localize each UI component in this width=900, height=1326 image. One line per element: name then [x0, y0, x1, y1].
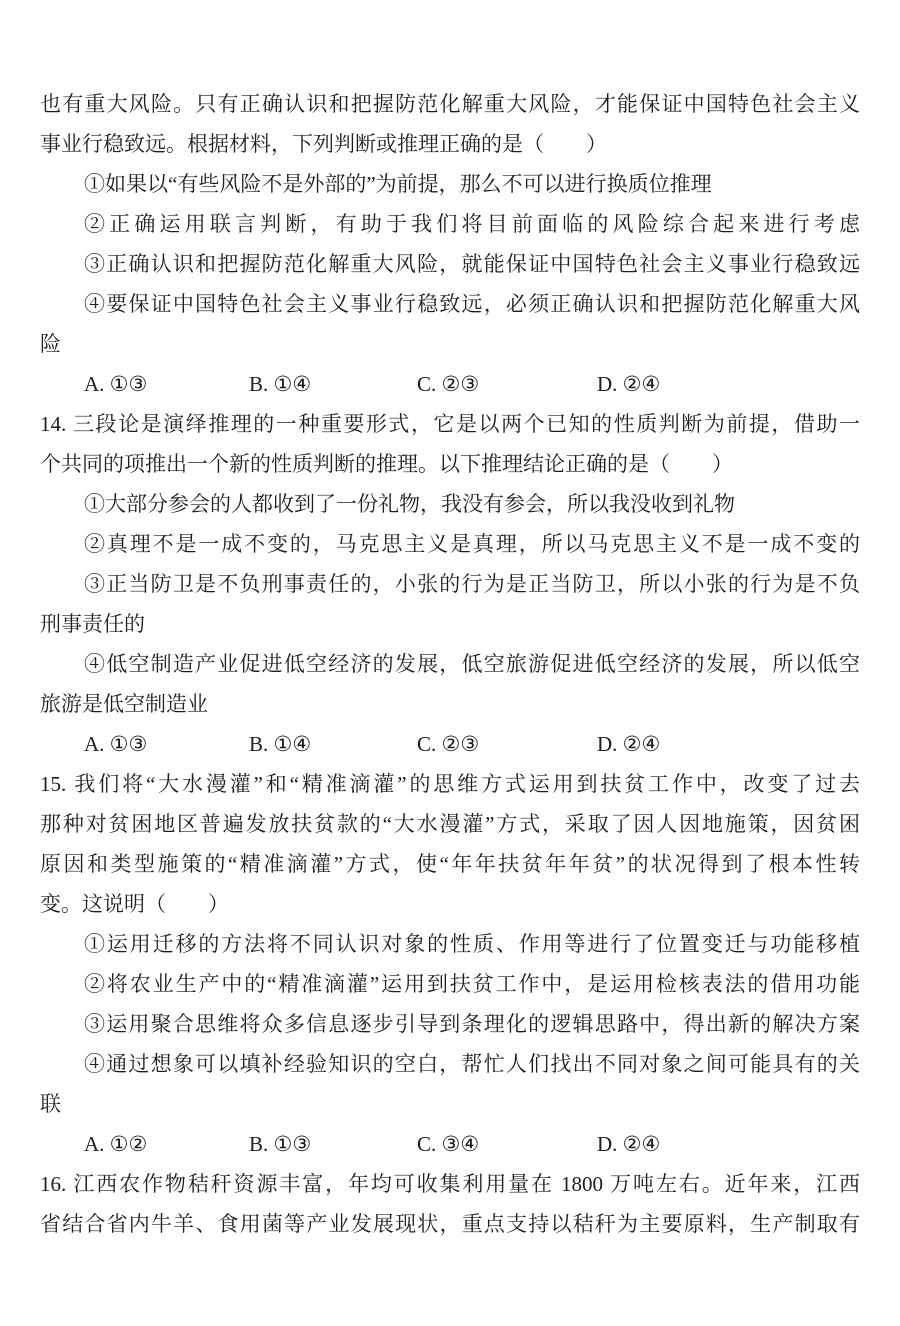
q13-stem-line-1: 也有重大风险。只有正确认识和把握防范化解重大风险，才能保证中国特色社会主义 — [40, 92, 860, 116]
q16-stem-line-1: 16. 江西农作物秸秆资源丰富，年均可收集利用量在 1800 万吨左右。近年来，江西 — [40, 1172, 860, 1196]
q16-stem-line-2: 省结合省内牛羊、食用菌等产业发展现状，重点支持以秸秆为主要原料，生产制取有 — [40, 1212, 860, 1236]
q14-item-3-line-2: 刑事责任的 — [40, 612, 145, 636]
q15-options-row — [40, 1124, 860, 1164]
q13-item-2: ②正确运用联言判断，有助于我们将目前面临的风险综合起来进行考虑 — [84, 212, 860, 236]
q13-option-c: C. ②③ — [417, 372, 480, 396]
q13-option-a: A. ①③ — [84, 372, 148, 396]
q15-item-4-line-2: 联 — [40, 1092, 61, 1116]
q15-item-1: ①运用迁移的方法将不同认识对象的性质、作用等进行了位置变迁与功能移植 — [84, 932, 860, 956]
q14-option-b: B. ①④ — [249, 732, 312, 756]
q14-item-4-line-2: 旅游是低空制造业 — [40, 692, 208, 716]
q15-option-d: D. ②④ — [597, 1132, 661, 1156]
q13-item-3: ③正确认识和把握防范化解重大风险，就能保证中国特色社会主义事业行稳致远 — [84, 252, 860, 276]
q15-stem-line-4: 变。这说明（ ） — [40, 892, 229, 916]
q14-options-row — [40, 724, 860, 764]
q14-option-d: D. ②④ — [597, 732, 661, 756]
q14-item-1: ①大部分参会的人都收到了一份礼物，我没有参会，所以我没收到礼物 — [84, 492, 735, 516]
q13-item-1: ①如果以“有些风险不是外部的”为前提，那么不可以进行换质位推理 — [84, 172, 712, 196]
q13-item-4-line-1: ④要保证中国特色社会主义事业行稳致远，必须正确认识和把握防范化解重大风 — [84, 292, 860, 316]
q15-item-4-line-1: ④通过想象可以填补经验知识的空白，帮忙人们找出不同对象之间可能具有的关 — [84, 1052, 860, 1076]
q15-option-c: C. ③④ — [417, 1132, 480, 1156]
q13-item-4-line-2: 险 — [40, 332, 61, 356]
q13-options-row — [40, 364, 860, 404]
q14-option-c: C. ②③ — [417, 732, 480, 756]
q15-stem-line-2: 那种对贫困地区普遍发放扶贫款的“大水漫灌”方式，采取了因人因地施策，因贫困 — [40, 812, 860, 836]
q14-item-3-line-1: ③正当防卫是不负刑事责任的，小张的行为是正当防卫，所以小张的行为是不负 — [84, 572, 860, 596]
q13-option-d: D. ②④ — [597, 372, 661, 396]
q13-stem-line-2: 事业行稳致远。根据材料，下列判断或推理正确的是（ ） — [40, 132, 607, 156]
q14-option-a: A. ①③ — [84, 732, 148, 756]
q15-item-3: ③运用聚合思维将众多信息逐步引导到条理化的逻辑思路中，得出新的解决方案 — [84, 1012, 860, 1036]
q15-option-b: B. ①③ — [249, 1132, 312, 1156]
q14-stem-line-1: 14. 三段论是演绎推理的一种重要形式，它是以两个已知的性质判断为前提，借助一 — [40, 412, 860, 436]
q14-item-2: ②真理不是一成不变的，马克思主义是真理，所以马克思主义不是一成不变的 — [84, 532, 860, 556]
q14-stem-line-2: 个共同的项推出一个新的性质判断的推理。以下推理结论正确的是（ ） — [40, 452, 733, 476]
q13-option-b: B. ①④ — [249, 372, 312, 396]
q15-stem-line-1: 15. 我们将“大水漫灌”和“精准滴灌”的思维方式运用到扶贫工作中，改变了过去 — [40, 772, 860, 796]
q15-item-2: ②将农业生产中的“精准滴灌”运用到扶贫工作中，是运用检核表法的借用功能 — [84, 972, 860, 996]
q14-item-4-line-1: ④低空制造产业促进低空经济的发展，低空旅游促进低空经济的发展，所以低空 — [84, 652, 860, 676]
q15-option-a: A. ①② — [84, 1132, 148, 1156]
q15-stem-line-3: 原因和类型施策的“精准滴灌”方式，使“年年扶贫年年贫”的状况得到了根本性转 — [40, 852, 860, 876]
